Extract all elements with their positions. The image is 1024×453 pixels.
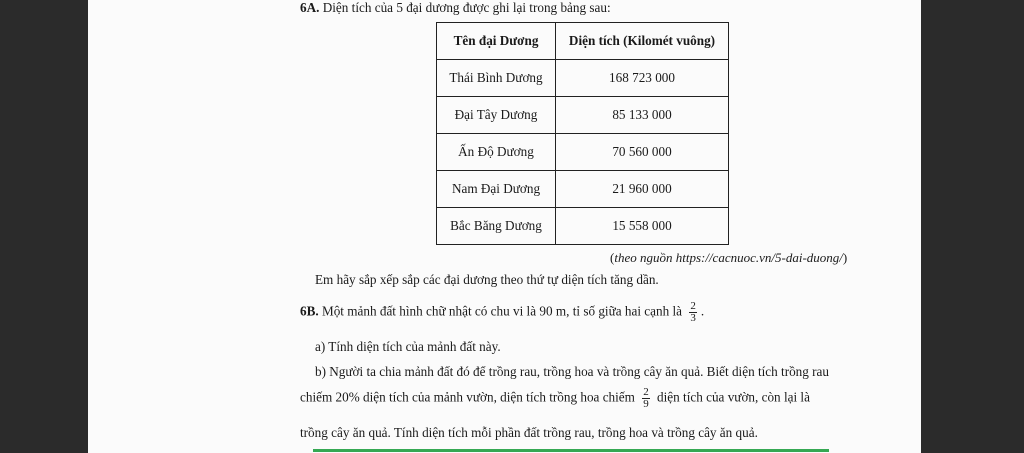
table-source-note bbox=[610, 250, 847, 266]
ocean-name-cell: Ấn Độ Dương bbox=[437, 134, 556, 171]
problem-6b-part-b-line1: b) Người ta chia mảnh đất đó để trồng rau, trồng hoa và trồng cây ăn quả. Biết diện tích trồng rau bbox=[315, 364, 829, 379]
problem-6b-statement bbox=[300, 301, 704, 324]
ocean-name-cell: Nam Đại Dương bbox=[437, 171, 556, 208]
problem-6b-part-b-line3: trồng cây ăn quả. Tính diện tích mỗi phần đất trồng rau, trồng hoa và trồng cây ăn quả. bbox=[300, 425, 758, 440]
flower-denominator: 9 bbox=[643, 398, 649, 410]
ocean-area-cell: 85 133 000 bbox=[556, 97, 729, 134]
left-dark-margin bbox=[0, 0, 88, 453]
table-row bbox=[437, 97, 729, 134]
ocean-name-cell: Thái Bình Dương bbox=[437, 60, 556, 97]
problem-6b-part-b-line2 bbox=[300, 387, 810, 410]
source-open-paren: ( bbox=[610, 250, 615, 265]
header-area: Diện tích (Kilomét vuông) bbox=[556, 23, 729, 60]
ocean-area-cell: 168 723 000 bbox=[556, 60, 729, 97]
flower-numerator: 2 bbox=[643, 386, 649, 398]
ocean-area-cell: 70 560 000 bbox=[556, 134, 729, 171]
ocean-name-cell: Bắc Băng Dương bbox=[437, 208, 556, 245]
problem-6b-text: Một mảnh đất hình chữ nhật có chu vi là 90 m, tỉ số giữa hai cạnh là bbox=[321, 303, 683, 319]
problem-6a-question: Em hãy sắp xếp sắp các đại dương theo thứ tự diện tích tăng dần. bbox=[315, 272, 659, 287]
source-close-paren: ) bbox=[842, 250, 848, 265]
problem-6a-intro bbox=[300, 0, 611, 16]
problem-6a-label: 6A. bbox=[300, 0, 320, 15]
table-header-row bbox=[437, 23, 729, 60]
green-divider-line bbox=[313, 449, 829, 452]
table-row bbox=[437, 134, 729, 171]
document-page bbox=[88, 0, 921, 453]
ratio-period: . bbox=[700, 303, 705, 319]
part-b-line2-start: chiếm 20% diện tích của mảnh vườn, diện tích trồng hoa chiếm bbox=[300, 389, 635, 405]
flower-fraction bbox=[642, 387, 650, 410]
ocean-area-table bbox=[436, 22, 729, 245]
table-row bbox=[437, 171, 729, 208]
table-row bbox=[437, 208, 729, 245]
ocean-name-cell: Đại Tây Dương bbox=[437, 97, 556, 134]
problem-6a-intro-text: Diện tích của 5 đại dương được ghi lại trong bảng sau: bbox=[322, 0, 611, 15]
problem-6b-label: 6B. bbox=[300, 303, 319, 319]
problem-6b-part-a: a) Tính diện tích của mảnh đất này. bbox=[315, 339, 501, 354]
header-ocean-name: Tên đại Dương bbox=[437, 23, 556, 60]
ratio-numerator: 2 bbox=[690, 300, 696, 312]
ocean-area-cell: 15 558 000 bbox=[556, 208, 729, 245]
table-row bbox=[437, 60, 729, 97]
source-text: theo nguồn https://cacnuoc.vn/5-dai-duong/ bbox=[614, 250, 843, 265]
ocean-area-cell: 21 960 000 bbox=[556, 171, 729, 208]
ratio-denominator: 3 bbox=[690, 312, 696, 324]
right-dark-margin bbox=[921, 0, 1024, 453]
ratio-fraction bbox=[689, 301, 697, 324]
part-b-line2-end: diện tích của vườn, còn lại là bbox=[657, 389, 810, 405]
